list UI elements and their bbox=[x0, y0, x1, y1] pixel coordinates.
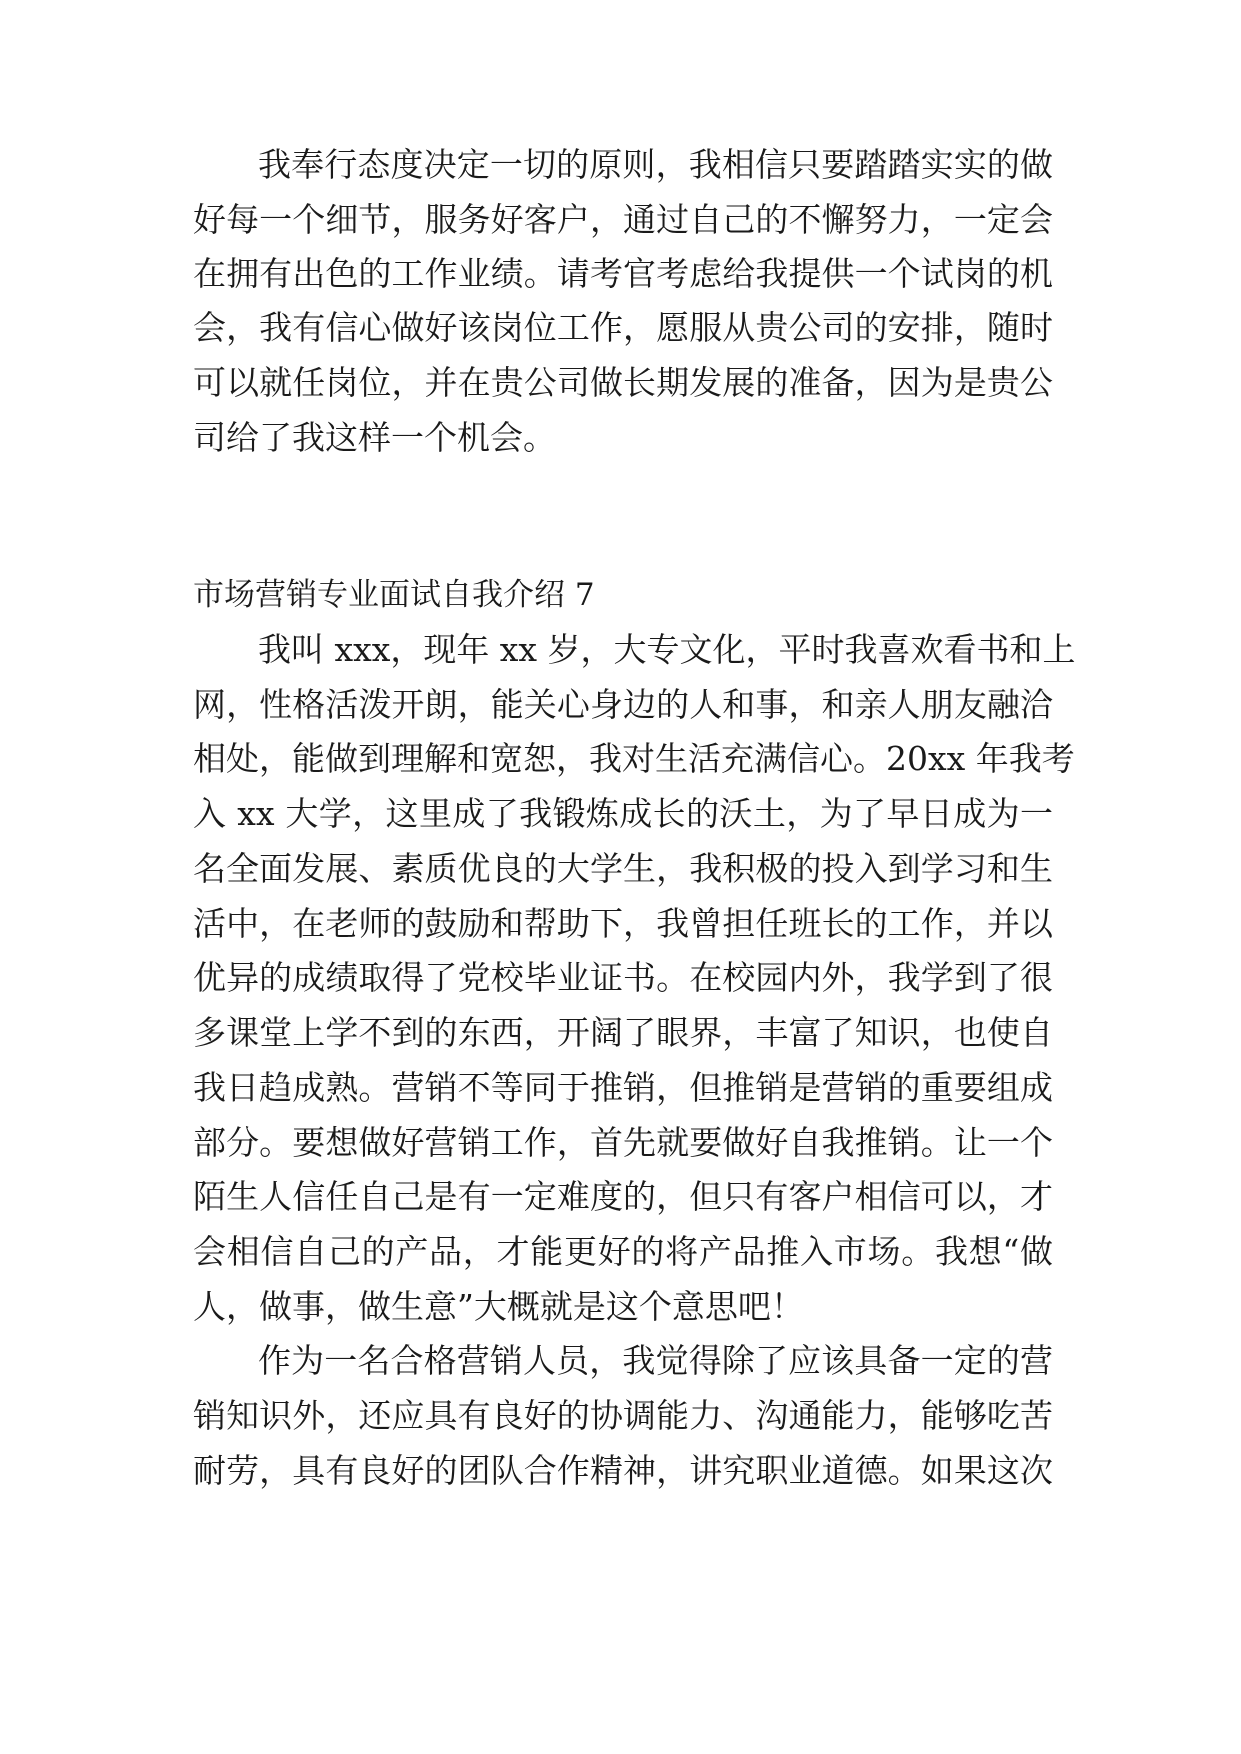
paragraph-2-line-12: 会相信自己的产品，才能更好的将产品推入市场。我想“做 bbox=[193, 1232, 1053, 1271]
paragraph-2-line-3: 相处，能做到理解和宽恕，我对生活充满信心。20xx 年我考 bbox=[193, 739, 1075, 778]
paragraph-3-line-3: 耐劳，具有良好的团队合作精神，讲究职业道德。如果这次 bbox=[193, 1451, 1053, 1490]
paragraph-2-line-13: 人，做事，做生意”大概就是这个意思吧！ bbox=[193, 1287, 804, 1326]
paragraph-2-line-9: 我日趋成熟。营销不等同于推销，但推销是营销的重要组成 bbox=[193, 1068, 1053, 1107]
paragraph-1-line-3: 在拥有出色的工作业绩。请考官考虑给我提供一个试岗的机 bbox=[193, 254, 1053, 293]
paragraph-1-line-5: 可以就任岗位，并在贵公司做长期发展的准备，因为是贵公 bbox=[193, 363, 1053, 402]
paragraph-1-line-4: 会，我有信心做好该岗位工作，愿服从贵公司的安排，随时 bbox=[193, 308, 1053, 347]
paragraph-2-line-2: 网，性格活泼开朗，能关心身边的人和事，和亲人朋友融洽 bbox=[193, 685, 1053, 724]
paragraph-2-line-10: 部分。要想做好营销工作，首先就要做好自我推销。让一个 bbox=[193, 1123, 1053, 1162]
paragraph-1-line-1: 我奉行态度决定一切的原则，我相信只要踏踏实实的做 bbox=[258, 145, 1053, 184]
paragraph-2-line-6: 活中，在老师的鼓励和帮助下，我曾担任班长的工作，并以 bbox=[193, 904, 1053, 943]
paragraph-2-line-11: 陌生人信任自己是有一定难度的，但只有客户相信可以，才 bbox=[193, 1177, 1053, 1216]
paragraph-2-line-1: 我叫 xxx，现年 xx 岁，大专文化，平时我喜欢看书和上 bbox=[258, 630, 1076, 669]
section-heading: 市场营销专业面试自我介绍 7 bbox=[193, 577, 595, 613]
paragraph-2-line-4: 入 xx 大学，这里成了我锻炼成长的沃土，为了早日成为一 bbox=[193, 794, 1053, 833]
paragraph-1-line-6: 司给了我这样一个机会。 bbox=[193, 418, 556, 457]
paragraph-3-line-2: 销知识外，还应具有良好的协调能力、沟通能力，能够吃苦 bbox=[193, 1396, 1053, 1435]
paragraph-2-line-5: 名全面发展、素质优良的大学生，我积极的投入到学习和生 bbox=[193, 849, 1053, 888]
paragraph-1-line-2: 好每一个细节，服务好客户，通过自己的不懈努力，一定会 bbox=[193, 200, 1053, 239]
paragraph-2-line-7: 优异的成绩取得了党校毕业证书。在校园内外，我学到了很 bbox=[193, 958, 1053, 997]
paragraph-2-line-8: 多课堂上学不到的东西，开阔了眼界，丰富了知识，也使自 bbox=[193, 1013, 1053, 1052]
paragraph-3-line-1: 作为一名合格营销人员，我觉得除了应该具备一定的营 bbox=[258, 1341, 1053, 1380]
